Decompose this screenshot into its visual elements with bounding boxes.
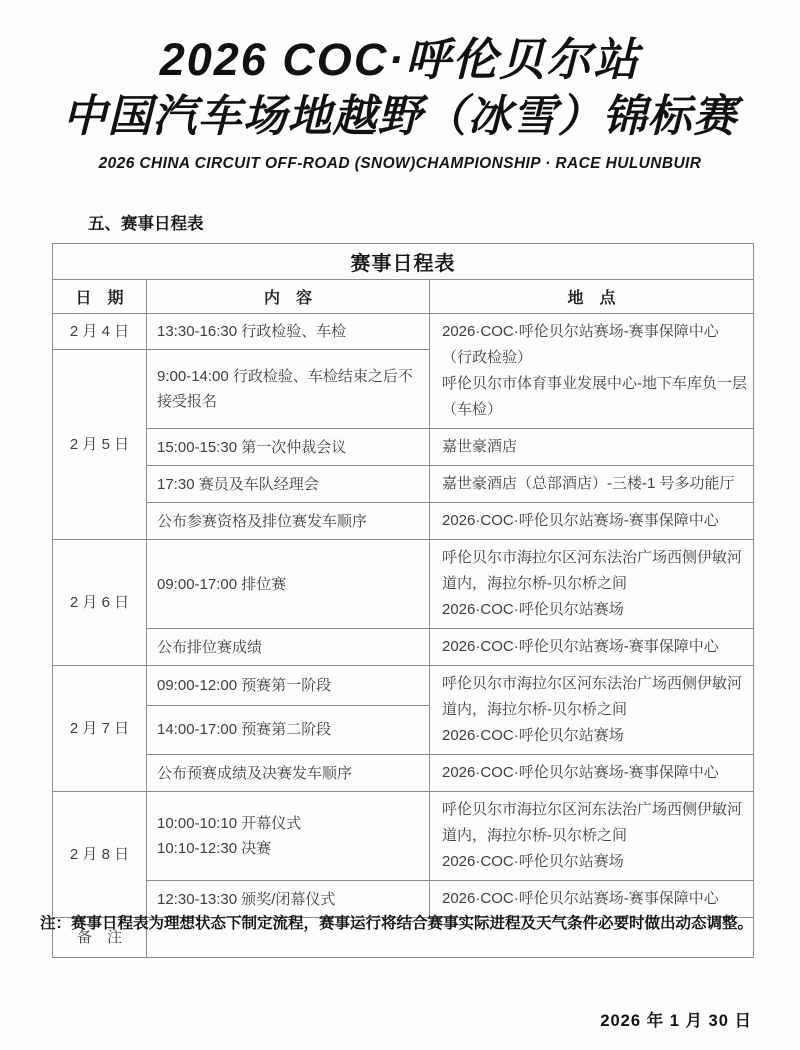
cell-text: 公布排位赛成绩 [157, 638, 263, 656]
schedule-table-head [53, 244, 754, 314]
date-cell [53, 540, 147, 666]
location-cell [430, 881, 754, 918]
cell-text: 2026·COC·呼伦贝尔站赛场-赛事保障中心 [442, 323, 719, 340]
cell-text: 14:00-17:00 预赛第二阶段 [157, 721, 332, 739]
cell-text: 15:00-15:30 第一次仲裁会议 [157, 438, 347, 456]
location-cell [430, 666, 754, 755]
cell-text: 呼伦贝尔市体育事业发展中心-地下车库负一层 [442, 375, 747, 392]
schedule-table-body [53, 314, 754, 958]
table-title: 赛事日程表 [53, 244, 754, 280]
date-cell [53, 666, 147, 792]
cell-text: 2026·COC·呼伦贝尔站赛场 [442, 601, 624, 618]
table-row [53, 881, 754, 918]
table-row [53, 466, 754, 503]
cell-text: 2026·COC·呼伦贝尔站赛场-赛事保障中心 [442, 638, 719, 655]
content-cell [147, 503, 430, 540]
content-cell [147, 792, 430, 881]
table-row [53, 755, 754, 792]
cell-text: 2026·COC·呼伦贝尔站赛场 [442, 853, 624, 870]
issue-date: 2026 年 1 月 30 日 [600, 1012, 752, 1030]
document-header [0, 0, 800, 173]
location-cell [430, 429, 754, 466]
location-cell [430, 792, 754, 881]
table-row [53, 314, 754, 350]
table-row [53, 429, 754, 466]
date-cell [53, 350, 147, 540]
table-row [53, 540, 754, 629]
cell-text: 2 月 7 日 [69, 720, 130, 737]
content-cell [147, 540, 430, 629]
cell-text: 2026·COC·呼伦贝尔站赛场-赛事保障中心 [442, 890, 719, 907]
content-cell [147, 350, 430, 429]
table-row [53, 629, 754, 666]
cell-text: 公布预赛成绩及决赛发车顺序 [157, 764, 353, 782]
cell-text: 9:00-14:00 行政检验、车检结束之后不接受报名 [157, 368, 413, 410]
location-cell [430, 540, 754, 629]
date-cell [53, 314, 147, 350]
table-row [53, 666, 754, 706]
cell-text: （行政检验） [442, 349, 533, 366]
cell-text: 公布参赛资格及排位赛发车顺序 [157, 512, 368, 530]
doc-title-line1: 2026 COC·呼伦贝尔站 [159, 34, 641, 85]
column-header-location: 地 点 [430, 280, 754, 314]
cell-text: 10:00-10:10 开幕仪式 [157, 815, 302, 832]
cell-text: 09:00-12:00 预赛第一阶段 [157, 676, 332, 694]
content-cell [147, 429, 430, 466]
cell-text: 17:30 赛员及车队经理会 [157, 475, 319, 493]
cell-text: 嘉世豪酒店 [442, 438, 518, 455]
cell-text: 2 月 4 日 [69, 323, 130, 340]
cell-text: 嘉世豪酒店（总部酒店）-三楼-1 号多功能厅 [442, 475, 735, 492]
cell-text: 10:10-12:30 决赛 [157, 840, 272, 857]
content-cell [147, 314, 430, 350]
cell-text: 呼伦贝尔市海拉尔区河东法治广场西侧伊敏河道内，海拉尔桥-贝尔桥之间 [442, 801, 743, 844]
location-cell [430, 466, 754, 503]
cell-text: 2 月 8 日 [69, 846, 130, 863]
schedule-footnote: 注：赛事日程表为理想状态下制定流程，赛事运行将结合赛事实际进程及天气条件必要时做出动态调整。 [40, 915, 754, 932]
content-cell [147, 629, 430, 666]
location-cell [430, 629, 754, 666]
cell-text: 09:00-17:00 排位赛 [157, 575, 287, 593]
section-heading: 五、赛事日程表 [88, 215, 204, 234]
table-row [53, 792, 754, 881]
cell-text: 2026·COC·呼伦贝尔站赛场-赛事保障中心 [442, 764, 719, 781]
doc-subtitle-english: 2026 CHINA CIRCUIT OFF-ROAD (SNOW)CHAMPIONSHIP · RACE HULUNBUIR [98, 155, 702, 173]
cell-text: 2 月 6 日 [69, 594, 130, 611]
schedule-table [52, 243, 754, 958]
content-cell [147, 755, 430, 792]
table-column-header-row [53, 280, 754, 314]
table-title-row [53, 244, 754, 280]
table-row [53, 503, 754, 540]
content-cell [147, 881, 430, 918]
cell-text: 备 注 [76, 929, 122, 946]
content-cell [147, 466, 430, 503]
cell-text: （车检） [442, 401, 503, 418]
cell-text: 2026·COC·呼伦贝尔站赛场-赛事保障中心 [442, 512, 719, 529]
content-cell [147, 705, 430, 754]
cell-text: 2 月 5 日 [69, 436, 130, 453]
content-cell [147, 666, 430, 706]
doc-title-line2: 中国汽车场地越野（冰雪）锦标赛 [62, 92, 738, 142]
column-header-date: 日 期 [53, 280, 147, 314]
location-cell [430, 755, 754, 792]
cell-text: 呼伦贝尔市海拉尔区河东法治广场西侧伊敏河道内，海拉尔桥-贝尔桥之间 [442, 675, 743, 718]
column-header-content: 内 容 [147, 280, 430, 314]
cell-text: 呼伦贝尔市海拉尔区河东法治广场西侧伊敏河道内，海拉尔桥-贝尔桥之间 [442, 549, 743, 592]
date-cell [53, 792, 147, 918]
cell-text: 2026·COC·呼伦贝尔站赛场 [442, 727, 624, 744]
cell-text: 12:30-13:30 颁奖/闭幕仪式 [157, 890, 336, 908]
location-cell [430, 503, 754, 540]
location-cell [430, 314, 754, 429]
cell-text: 13:30-16:30 行政检验、车检 [157, 323, 347, 340]
